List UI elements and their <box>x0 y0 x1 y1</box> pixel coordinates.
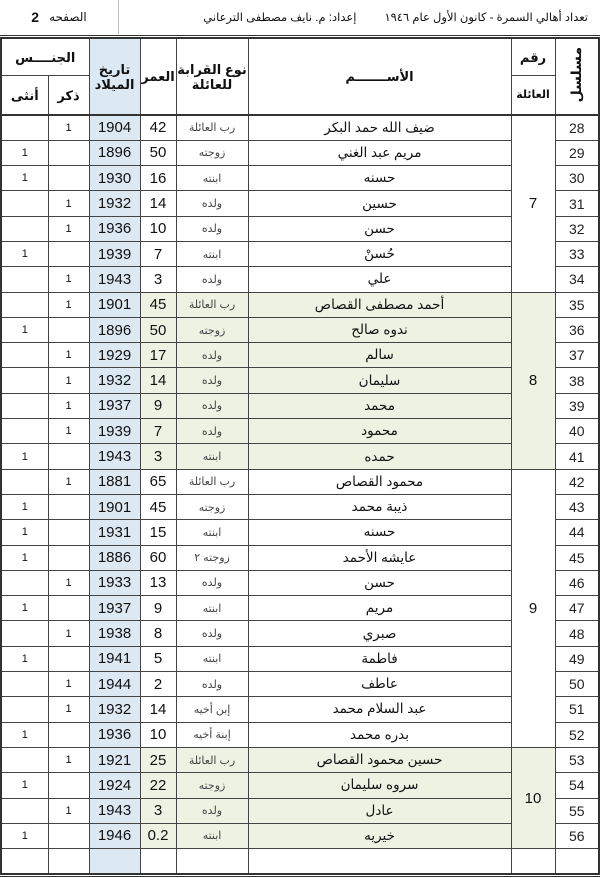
birth-year-cell: 1944 <box>89 672 140 697</box>
male-cell: 1 <box>48 747 89 772</box>
male-cell: 1 <box>48 570 89 595</box>
relation-cell: ولده <box>176 368 248 393</box>
male-cell: 1 <box>48 621 89 646</box>
serial-cell: 56 <box>555 823 599 848</box>
table-row <box>1 444 599 469</box>
female-cell: 1 <box>1 317 48 342</box>
name-cell: حسين <box>248 191 511 216</box>
serial-cell: 33 <box>555 241 599 266</box>
age-cell: 7 <box>140 241 176 266</box>
relation-cell: ابنته <box>176 823 248 848</box>
serial-cell: 40 <box>555 419 599 444</box>
relation-cell: رب العائلة <box>176 292 248 317</box>
document-author: إعداد: م. نايف مصطفى الترعاني <box>203 12 357 24</box>
birth-year-cell: 1901 <box>89 292 140 317</box>
relation-cell: زوجته <box>176 140 248 165</box>
page-number: 2 <box>31 9 40 25</box>
name-cell: عبد السلام محمد <box>248 697 511 722</box>
birth-year-cell: 1939 <box>89 419 140 444</box>
male-cell: 1 <box>48 672 89 697</box>
relation-cell: زوجته <box>176 773 248 798</box>
table-row <box>1 191 599 216</box>
table-row <box>1 545 599 570</box>
female-cell <box>1 798 48 823</box>
name-cell: علي <box>248 267 511 292</box>
age-cell: 5 <box>140 646 176 671</box>
age-cell: 45 <box>140 292 176 317</box>
relation-cell: ولده <box>176 672 248 697</box>
table-row <box>1 419 599 444</box>
table-row <box>1 241 599 266</box>
male-cell: 1 <box>48 368 89 393</box>
census-table <box>0 37 600 875</box>
male-cell: 1 <box>48 115 89 140</box>
female-cell <box>1 216 48 241</box>
table-row <box>1 646 599 671</box>
page-indicator <box>0 0 119 34</box>
family-number-cell <box>511 849 555 874</box>
serial-cell: 39 <box>555 393 599 418</box>
serial-cell: 29 <box>555 140 599 165</box>
female-cell: 1 <box>1 596 48 621</box>
relation-cell: زوجته <box>176 317 248 342</box>
birth-year-cell: 1896 <box>89 317 140 342</box>
table-row <box>1 393 599 418</box>
header-family-number-top: رقم <box>511 38 555 76</box>
serial-cell: 30 <box>555 166 599 191</box>
name-cell: حسن <box>248 216 511 241</box>
serial-cell: 41 <box>555 444 599 469</box>
age-cell: 45 <box>140 494 176 519</box>
serial-cell: 49 <box>555 646 599 671</box>
birth-year-cell: 1943 <box>89 267 140 292</box>
age-cell: 50 <box>140 140 176 165</box>
female-cell <box>1 191 48 216</box>
age-cell: 0.2 <box>140 823 176 848</box>
serial-cell <box>555 849 599 874</box>
male-cell <box>48 317 89 342</box>
serial-cell: 45 <box>555 545 599 570</box>
female-cell <box>1 747 48 772</box>
header-birth-year: تاريخ الميلاد <box>89 38 140 115</box>
birth-year-cell: 1938 <box>89 621 140 646</box>
name-cell: فاطمة <box>248 646 511 671</box>
table-row <box>1 747 599 772</box>
census-rows <box>1 115 599 874</box>
relation-cell: ولده <box>176 621 248 646</box>
serial-cell: 35 <box>555 292 599 317</box>
name-cell: سالم <box>248 343 511 368</box>
serial-cell: 37 <box>555 343 599 368</box>
header-male: ذكر <box>48 76 89 116</box>
age-cell: 17 <box>140 343 176 368</box>
female-cell: 1 <box>1 520 48 545</box>
relation-cell: ولده <box>176 798 248 823</box>
male-cell <box>48 444 89 469</box>
birth-year-cell: 1943 <box>89 444 140 469</box>
relation-cell: ابنته <box>176 596 248 621</box>
male-cell <box>48 494 89 519</box>
female-cell: 1 <box>1 646 48 671</box>
name-cell: سروه سليمان <box>248 773 511 798</box>
age-cell: 25 <box>140 747 176 772</box>
document-header <box>0 0 600 36</box>
male-cell: 1 <box>48 267 89 292</box>
name-cell: حسنه <box>248 520 511 545</box>
relation-cell: ولده <box>176 419 248 444</box>
serial-cell: 53 <box>555 747 599 772</box>
name-cell: حسنه <box>248 166 511 191</box>
birth-year-cell: 1937 <box>89 393 140 418</box>
name-cell: خيريه <box>248 823 511 848</box>
relation-cell: ولده <box>176 343 248 368</box>
age-cell: 10 <box>140 216 176 241</box>
relation-cell: رب العائلة <box>176 469 248 494</box>
female-cell: 1 <box>1 773 48 798</box>
male-cell: 1 <box>48 798 89 823</box>
relation-cell: ولده <box>176 191 248 216</box>
family-number-cell: 9 <box>511 469 555 747</box>
birth-year-cell: 1941 <box>89 646 140 671</box>
serial-cell: 34 <box>555 267 599 292</box>
birth-year-cell: 1901 <box>89 494 140 519</box>
table-row <box>1 343 599 368</box>
male-cell: 1 <box>48 292 89 317</box>
birth-year-cell: 1943 <box>89 798 140 823</box>
relation-cell: رب العائلة <box>176 115 248 140</box>
relation-cell: ولده <box>176 570 248 595</box>
table-row <box>1 317 599 342</box>
female-cell <box>1 849 48 874</box>
name-cell: بدره محمد <box>248 722 511 747</box>
age-cell: 2 <box>140 672 176 697</box>
serial-cell: 44 <box>555 520 599 545</box>
table-row <box>1 469 599 494</box>
female-cell <box>1 672 48 697</box>
table-row <box>1 166 599 191</box>
family-number-cell: 10 <box>511 747 555 848</box>
age-cell: 50 <box>140 317 176 342</box>
birth-year-cell: 1904 <box>89 115 140 140</box>
female-cell: 1 <box>1 722 48 747</box>
table-row <box>1 570 599 595</box>
table-row <box>1 773 599 798</box>
male-cell <box>48 166 89 191</box>
relation-cell: ابنته <box>176 166 248 191</box>
female-cell: 1 <box>1 241 48 266</box>
relation-cell: ابنته <box>176 444 248 469</box>
document-title: تعداد أهالي السمرة - كانون الأول عام ١٩٤٦ <box>384 12 588 24</box>
serial-cell: 38 <box>555 368 599 393</box>
male-cell <box>48 646 89 671</box>
age-cell: 13 <box>140 570 176 595</box>
header-relation: نوع القرابة للعائلة <box>176 38 248 115</box>
age-cell: 60 <box>140 545 176 570</box>
female-cell <box>1 368 48 393</box>
birth-year-cell: 1932 <box>89 697 140 722</box>
name-cell: صبري <box>248 621 511 646</box>
table-row <box>1 368 599 393</box>
serial-cell: 32 <box>555 216 599 241</box>
family-number-cell: 7 <box>511 115 555 292</box>
name-cell: عايشه الأحمد <box>248 545 511 570</box>
female-cell: 1 <box>1 494 48 519</box>
name-cell: محمود القصاص <box>248 469 511 494</box>
serial-cell: 46 <box>555 570 599 595</box>
table-row <box>1 140 599 165</box>
birth-year-cell: 1931 <box>89 520 140 545</box>
female-cell: 1 <box>1 444 48 469</box>
female-cell <box>1 267 48 292</box>
male-cell: 1 <box>48 393 89 418</box>
serial-cell: 42 <box>555 469 599 494</box>
name-cell <box>248 849 511 874</box>
name-cell: حسين محمود القصاص <box>248 747 511 772</box>
name-cell: محمود <box>248 419 511 444</box>
serial-cell: 47 <box>555 596 599 621</box>
table-row <box>1 267 599 292</box>
birth-year-cell: 1924 <box>89 773 140 798</box>
relation-cell: ابنته <box>176 520 248 545</box>
birth-year-cell: 1933 <box>89 570 140 595</box>
male-cell <box>48 241 89 266</box>
female-cell <box>1 419 48 444</box>
relation-cell: إبنة أخيه <box>176 722 248 747</box>
age-cell: 7 <box>140 419 176 444</box>
name-cell: عاطف <box>248 672 511 697</box>
age-cell: 65 <box>140 469 176 494</box>
table-row <box>1 621 599 646</box>
family-number-cell: 8 <box>511 292 555 469</box>
male-cell: 1 <box>48 343 89 368</box>
age-cell: 9 <box>140 596 176 621</box>
name-cell: حمده <box>248 444 511 469</box>
name-cell: حسن <box>248 570 511 595</box>
serial-cell: 54 <box>555 773 599 798</box>
relation-cell: زوجته ٢ <box>176 545 248 570</box>
female-cell: 1 <box>1 140 48 165</box>
table-row <box>1 494 599 519</box>
table-row <box>1 596 599 621</box>
serial-cell: 50 <box>555 672 599 697</box>
name-cell: سليمان <box>248 368 511 393</box>
age-cell: 16 <box>140 166 176 191</box>
header-age: العمر <box>140 38 176 115</box>
female-cell <box>1 343 48 368</box>
name-cell: أحمد مصطفى القصاص <box>248 292 511 317</box>
serial-cell: 55 <box>555 798 599 823</box>
serial-cell: 31 <box>555 191 599 216</box>
male-cell <box>48 722 89 747</box>
birth-year-cell: 1930 <box>89 166 140 191</box>
birth-year-cell: 1886 <box>89 545 140 570</box>
female-cell <box>1 621 48 646</box>
table-row <box>1 697 599 722</box>
table-row <box>1 823 599 848</box>
birth-year-cell: 1939 <box>89 241 140 266</box>
male-cell <box>48 596 89 621</box>
serial-cell: 36 <box>555 317 599 342</box>
female-cell <box>1 393 48 418</box>
age-cell: 3 <box>140 444 176 469</box>
male-cell <box>48 773 89 798</box>
header-gender: الجنــــس <box>1 38 89 76</box>
male-cell <box>48 520 89 545</box>
name-cell: ندوه صالح <box>248 317 511 342</box>
female-cell <box>1 115 48 140</box>
birth-year-cell: 1936 <box>89 216 140 241</box>
relation-cell: إبن أخيه <box>176 697 248 722</box>
male-cell: 1 <box>48 216 89 241</box>
birth-year-cell: 1936 <box>89 722 140 747</box>
female-cell <box>1 469 48 494</box>
relation-cell: رب العائلة <box>176 747 248 772</box>
age-cell: 8 <box>140 621 176 646</box>
serial-cell: 52 <box>555 722 599 747</box>
table-row <box>1 672 599 697</box>
age-cell: 10 <box>140 722 176 747</box>
age-cell: 3 <box>140 798 176 823</box>
female-cell <box>1 697 48 722</box>
birth-year-cell: 1932 <box>89 191 140 216</box>
female-cell <box>1 570 48 595</box>
name-cell: مريم <box>248 596 511 621</box>
male-cell: 1 <box>48 697 89 722</box>
relation-cell: ولده <box>176 393 248 418</box>
table-row <box>1 115 599 140</box>
document-title-bar <box>122 0 594 34</box>
age-cell: 42 <box>140 115 176 140</box>
female-cell: 1 <box>1 823 48 848</box>
table-row <box>1 292 599 317</box>
table-row <box>1 798 599 823</box>
header-name: الأســـــــم <box>248 38 511 115</box>
age-cell: 14 <box>140 697 176 722</box>
relation-cell: ابنته <box>176 241 248 266</box>
birth-year-cell: 1921 <box>89 747 140 772</box>
name-cell: مريم عبد الغني <box>248 140 511 165</box>
female-cell <box>1 292 48 317</box>
birth-year-cell: 1896 <box>89 140 140 165</box>
name-cell: عادل <box>248 798 511 823</box>
name-cell: حُسنْ <box>248 241 511 266</box>
header-serial: مسلسل <box>555 38 599 115</box>
male-cell: 1 <box>48 419 89 444</box>
male-cell <box>48 140 89 165</box>
age-cell: 14 <box>140 191 176 216</box>
age-cell: 22 <box>140 773 176 798</box>
relation-cell: ولده <box>176 267 248 292</box>
male-cell: 1 <box>48 469 89 494</box>
female-cell: 1 <box>1 545 48 570</box>
table-row <box>1 216 599 241</box>
serial-cell: 43 <box>555 494 599 519</box>
female-cell: 1 <box>1 166 48 191</box>
header-female: أنثى <box>1 76 48 116</box>
serial-cell: 48 <box>555 621 599 646</box>
birth-year-cell <box>89 849 140 874</box>
male-cell: 1 <box>48 191 89 216</box>
age-cell: 15 <box>140 520 176 545</box>
male-cell <box>48 849 89 874</box>
relation-cell: زوجته <box>176 494 248 519</box>
table-row <box>1 722 599 747</box>
age-cell: 14 <box>140 368 176 393</box>
birth-year-cell: 1932 <box>89 368 140 393</box>
empty-row <box>1 849 599 874</box>
age-cell: 3 <box>140 267 176 292</box>
relation-cell: ولده <box>176 216 248 241</box>
male-cell <box>48 823 89 848</box>
male-cell <box>48 545 89 570</box>
serial-cell: 51 <box>555 697 599 722</box>
name-cell: محمد <box>248 393 511 418</box>
relation-cell <box>176 849 248 874</box>
birth-year-cell: 1946 <box>89 823 140 848</box>
relation-cell: ابنته <box>176 646 248 671</box>
age-cell: 9 <box>140 393 176 418</box>
name-cell: ضيف الله حمد البكر <box>248 115 511 140</box>
birth-year-cell: 1937 <box>89 596 140 621</box>
table-row <box>1 520 599 545</box>
header-family-number-bottom: العائلة <box>511 76 555 116</box>
page-label: الصفحه <box>49 10 87 24</box>
age-cell <box>140 849 176 874</box>
birth-year-cell: 1929 <box>89 343 140 368</box>
name-cell: ذيبة محمد <box>248 494 511 519</box>
birth-year-cell: 1881 <box>89 469 140 494</box>
serial-cell: 28 <box>555 115 599 140</box>
